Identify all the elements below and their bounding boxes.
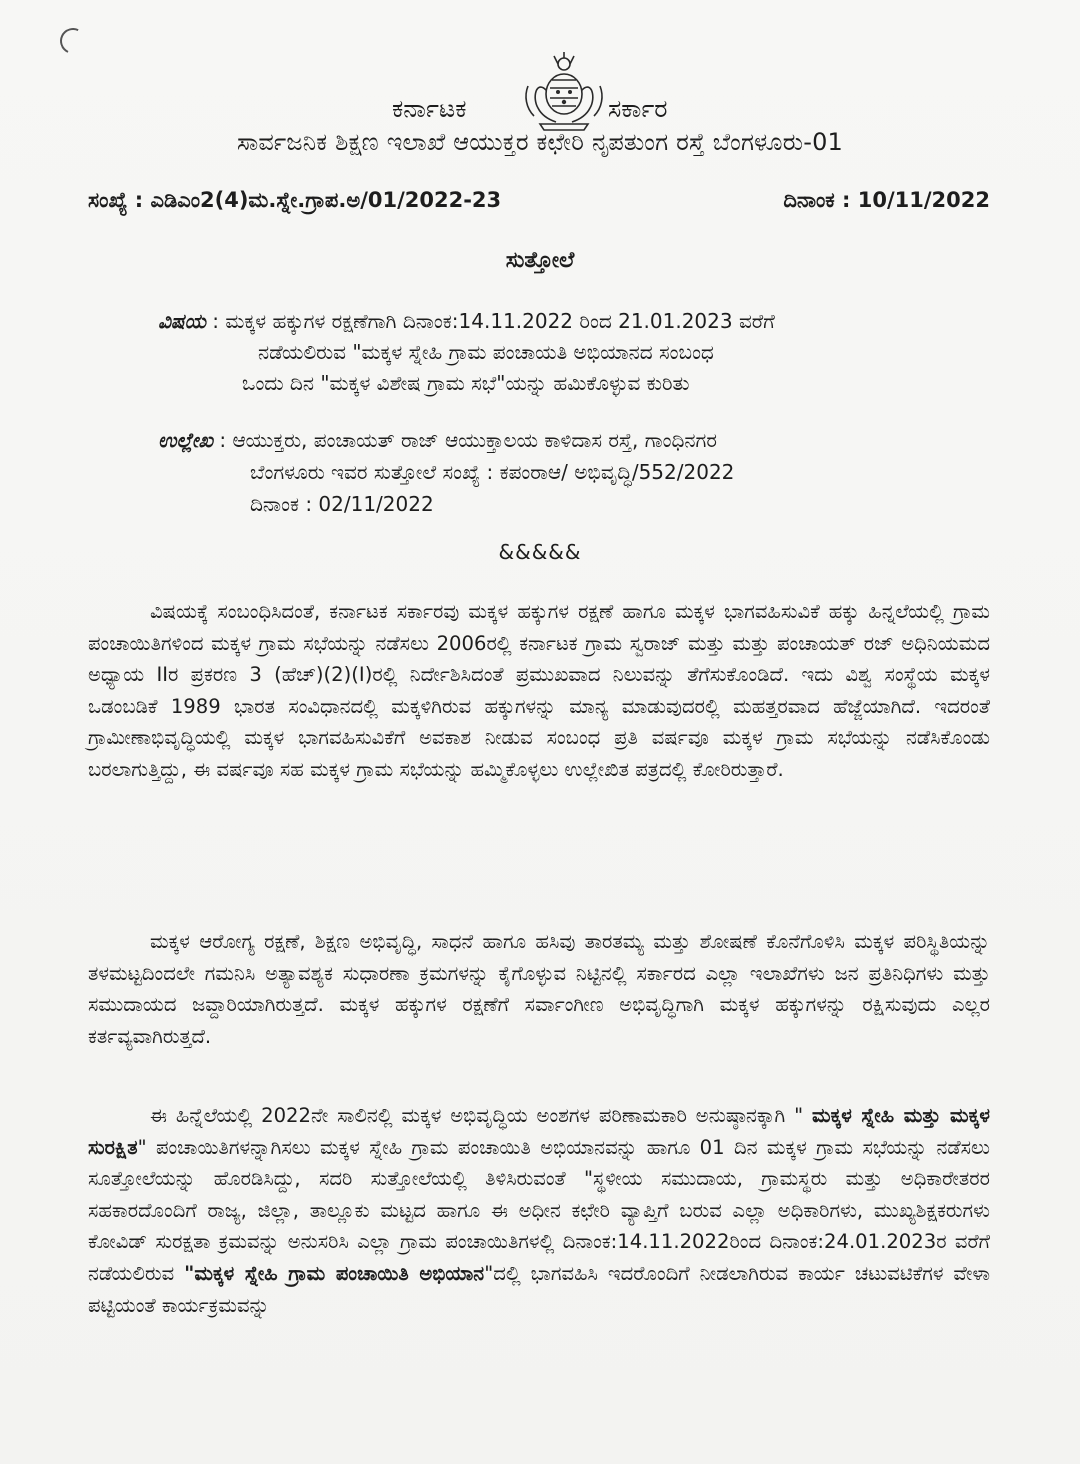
- subject-text-1: : ಮಕ್ಕಳ ಹಕ್ಕುಗಳ ರಕ್ಷಣೆಗಾಗಿ ದಿನಾಂಕ:14.11.2022 ರಿಂದ 21.01.2023 ವರೆಗೆ: [205, 309, 775, 333]
- body-paragraph-2: [88, 926, 990, 1052]
- paragraph-2-text: ಮಕ್ಕಳ ಆರೋಗ್ಯ ರಕ್ಷಣೆ, ಶಿಕ್ಷಣ ಅಭಿವೃದ್ಧಿ, ಸಾಧನೆ ಹಾಗೂ ಹಸಿವು ತಾರತಮ್ಯ ಮತ್ತು ಶೋಷಣೆ ಕೊನೆಗೊಳಿಸಿ ಮಕ್ಕಳ ಪರಿಸ್ಥಿತಿಯನ್ನು ತಳಮಟ್ಟದಿಂದಲೇ ಗಮನಿಸಿ ಅತ್ಯಾವಶ್ಯಕ ಸುಧಾರಣಾ ಕ್ರಮಗಳನ್ನು ಕೈಗೊಳ್ಳುವ ನಿಟ್ಟಿನಲ್ಲಿ ಸರ್ಕಾರದ ಎಲ್ಲಾ ಇಲಾಖೆಗಳು ಜನ ಪ್ರತಿನಿಧಿಗಳು ಮತ್ತು ಸಮುದಾಯದ ಜವ್ದಾರಿಯಾಗಿರುತ್ತದೆ. ಮಕ್ಕಳ ಹಕ್ಕುಗಳ ರಕ್ಷಣೆಗೆ ಸರ್ವಾಂಗೀಣ ಅಭಿವೃದ್ಧಿಗಾಗಿ ಮಕ್ಕಳ ಹಕ್ಕುಗಳನ್ನು ರಕ್ಷಿಸುವುದು ಎಲ್ಲರ ಕರ್ತವ್ಯವಾಗಿರುತ್ತದೆ.: [88, 930, 990, 1048]
- reference-block: [158, 424, 988, 520]
- government-word: ಸರ್ಕಾರ: [608, 94, 668, 123]
- subject-line-1: [158, 306, 988, 337]
- subject-line-2: ನಡೆಯಲಿರುವ "ಮಕ್ಕಳ ಸ್ನೇಹಿ ಗ್ರಾಮ ಪಂಚಾಯತಿ ಅಭಿಯಾನದ ಸಂಬಂಧ: [258, 340, 714, 364]
- reference-line-1: [158, 424, 988, 456]
- paragraph-3-bold-1: ಮಕ್ಕಳ ಸ್ನೇಹಿ ಮತ್ತು ಮಕ್ಕಳ ಸುರಕ್ಷಿತ: [88, 1104, 990, 1159]
- body-paragraph-3: [88, 1100, 990, 1445]
- paragraph-3-text-c: " ಪಂಚಾಯಿತಿಗಳನ್ನಾಗಿಸಲು ಮಕ್ಕಳ ಸ್ನೇಹಿ ಗ್ರಾಮ ಪಂಚಾಯಿತಿ ಅಭಿಯಾನವನ್ನು ಹಾಗೂ 01 ದಿನ ಮಕ್ಕಳ ಗ್ರಾಮ ಸಭೆಯನ್ನು ನಡೆಸಲು ಸೂತ್ತೋಲೆಯನ್ನು ಹೊರಡಿಸಿದ್ದು, ಸದರಿ ಸುತ್ತೋಲೆಯಲ್ಲಿ ತಿಳಿಸಿರುವಂತೆ "ಸ್ಥಳೀಯ ಸಮುದಾಯ, ಗ್ರಾಮಸ್ಥರು ಮತ್ತು ಅಧಿಕಾರೇತರರ ಸಹಕಾರದೊಂದಿಗೆ ರಾಜ್ಯ, ಜಿಲ್ಲಾ, ತಾಲ್ಲೂಕು ಮಟ್ಟದ ಹಾಗೂ ಈ ಅಧೀನ ಕಛೇರಿ ವ್ಯಾಪ್ತಿಗೆ ಬರುವ ಎಲ್ಲಾ ಅಧಿಕಾರಿಗಳು, ಮುಖ್ಯಶಿಕ್ಷಕರುಗಳು ಕೋವಿಡ್ ಸುರಕ್ಷತಾ ಕ್ರಮವನ್ನು ಅನುಸರಿಸಿ ಎಲ್ಲಾ ಗ್ರಾಮ ಪಂಚಾಯಿತಿಗಳಲ್ಲಿ ದಿನಾಂಕ:14.11.2022ರಿಂದ ದಿನಾಂಕ:24.01.2023ರ ವರೆಗೆ ನಡೆಯಲಿರುವ: [88, 1135, 990, 1285]
- subject-line-3: ಒಂದು ದಿನ "ಮಕ್ಕಳ ವಿಶೇಷ ಗ್ರಾಮ ಸಭೆ"ಯನ್ನು ಹಮಿಕೊಳ್ಳುವ ಕುರಿತು: [242, 371, 690, 395]
- state-name: ಕರ್ನಾಟಕ: [392, 94, 467, 123]
- office-address: ಸಾರ್ವಜನಿಕ ಶಿಕ್ಷಣ ಇಲಾಖೆ ಆಯುಕ್ತರ ಕಛೇರಿ ನೃಪತುಂಗ ರಸ್ತೆ ಬೆಂಗಳೂರು-01: [236, 128, 844, 156]
- reference-text-1: : ಆಯುಕ್ತರು, ಪಂಚಾಯತ್ ರಾಜ್ ಆಯುಕ್ತಾಲಯ ಕಾಳಿದಾಸ ರಸ್ತೆ, ಗಾಂಧಿನಗರ: [212, 428, 717, 452]
- paragraph-3-text-a: ಈ ಹಿನ್ನೆಲೆಯಲ್ಲಿ 2022ನೇ ಸಾಲಿನಲ್ಲಿ ಮಕ್ಕಳ ಅಭಿವೃದ್ಧಿಯ ಅಂಶಗಳ ಪರಿಣಾಮಕಾರಿ ಅನುಷ್ಠಾನಕ್ಕಾಗಿ ": [150, 1104, 812, 1127]
- paragraph-3-text-d: "ದಲ್ಲಿ ಭಾಗವಹಿಸಿ ಇದರೊಂದಿಗೆ ನೀಡಲಾಗಿರುವ ಕಾರ್ಯ ಚಟುವಟಿಕೆಗಳ ವೇಳಾ ಪಟ್ಟಿಯಂತೆ ಕಾರ್ಯಕ್ರಮವನ್ನು: [88, 1261, 990, 1317]
- subject-label: ವಿಷಯ: [158, 309, 206, 333]
- punch-hole-mark: [56, 24, 89, 57]
- circular-date: ದಿನಾಂಕ : 10/11/2022: [783, 188, 990, 212]
- document-title: ಸುತ್ತೋಲೆ: [505, 248, 575, 273]
- paragraph-1-text: ವಿಷಯಕ್ಕೆ ಸಂಬಂಧಿಸಿದಂತೆ, ಕರ್ನಾಟಕ ಸರ್ಕಾರವು ಮಕ್ಕಳ ಹಕ್ಕುಗಳ ರಕ್ಷಣೆ ಹಾಗೂ ಮಕ್ಕಳ ಭಾಗವಹಿಸುವಿಕೆ ಹಕ್ಕು ಹಿನ್ನಲೆಯಲ್ಲಿ ಗ್ರಾಮ ಪಂಚಾಯಿತಿಗಳಿಂದ ಮಕ್ಕಳ ಗ್ರಾಮ ಸಭೆಯನ್ನು ನಡೆಸಲು 2006ರಲ್ಲಿ ಕರ್ನಾಟಕ ಗ್ರಾಮ ಸ್ವರಾಜ್ ಮತ್ತು ಮತ್ತು ಪಂಚಾಯತ್ ರಜ್ ಅಧಿನಿಯಮದ ಅಧ್ಯಾಯ IIರ ಪ್ರಕರಣ 3 (ಹೆಚ್)(2)(I)ರಲ್ಲಿ ನಿರ್ದೇಶಿಸಿದಂತೆ ಪ್ರಮುಖವಾದ ನಿಲುವನ್ನು ತೆಗೆಸುಕೊಂಡಿದೆ. ಇದು ವಿಶ್ವ ಸಂಸ್ಥೆಯ ಮಕ್ಕಳ ಒಡಂಬಡಿಕೆ 1989 ಭಾರತ ಸಂವಿಧಾನದಲ್ಲಿ ಮಕ್ಕಳಿಗಿರುವ ಹಕ್ಕುಗಳನ್ನು ಮಾನ್ಯ ಮಾಡುವುದರಲ್ಲಿ ಮಹತ್ತರವಾದ ಹೆಜ್ಜೆಯಾಗಿದೆ. ಇದರಂತೆ ಗ್ರಾಮೀಣಾಭಿವೃದ್ಧಿಯಲ್ಲಿ ಮಕ್ಕಳ ಭಾಗವಹಿಸುವಿಕೆಗೆ ಅವಕಾಶ ನೀಡುವ ಸಂಬಂಧ ಪ್ರತಿ ವರ್ಷವೂ ಮಕ್ಕಳ ಗ್ರಾಮ ಸಭೆಯನ್ನು ನಡೆಸಿಕೊಂಡು ಬರಲಾಗುತ್ತಿದ್ದು, ಈ ವರ್ಷವೂ ಸಹ ಮಕ್ಕಳ ಗ್ರಾಮ ಸಭೆಯನ್ನು ಹಮ್ಮಿಕೊಳ್ಳಲು ಉಲ್ಲೇಖಿತ ಪತ್ರದಲ್ಲಿ ಕೋರಿರುತ್ತಾರೆ.: [88, 600, 990, 781]
- section-separator: &&&&&: [498, 540, 582, 564]
- subject-block: [158, 306, 988, 399]
- circular-number: ಸಂಖ್ಯೆ : ಎಡಿಎಂ2(4)ಮ.ಸ್ನೇ.ಗ್ರಾಪ.ಅ/01/2022-23: [88, 188, 502, 212]
- reference-line-2: ಬೆಂಗಳೂರು ಇವರ ಸುತ್ತೋಲೆ ಸಂಖ್ಯೆ : ಕಪಂರಾಆ/ ಅಭಿವೃದ್ಧಿ/552/2022: [250, 460, 735, 484]
- reference-line-3: ದಿನಾಂಕ : 02/11/2022: [250, 492, 434, 516]
- reference-line: [88, 188, 990, 222]
- paragraph-3-bold-2: "ಮಕ್ಕಳ ಸ್ನೇಹಿ ಗ್ರಾಮ ಪಂಚಾಯಿತಿ ಅಭಿಯಾನ: [184, 1261, 485, 1285]
- government-header: [0, 94, 1080, 130]
- reference-label: ಉಲ್ಲೇಖ: [158, 428, 213, 452]
- body-paragraph-1: [88, 596, 990, 786]
